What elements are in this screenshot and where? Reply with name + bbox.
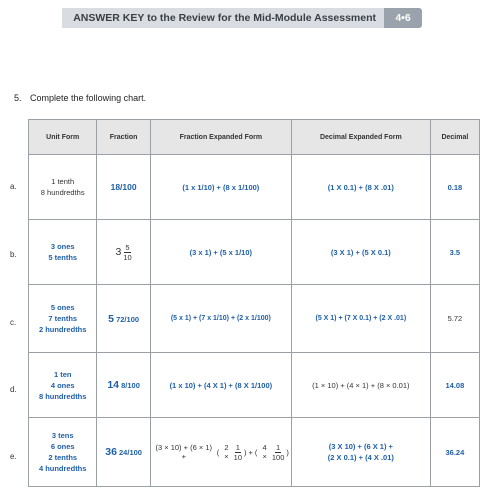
term-coefficient: 4 × bbox=[262, 443, 267, 461]
fraction-cell bbox=[97, 220, 150, 285]
fraction-expanded-cell: (1 x 10) + (4 X 1) + (8 X 1/100) bbox=[150, 353, 291, 418]
table-row bbox=[29, 353, 480, 418]
fraction-numerator: 5 bbox=[125, 242, 130, 252]
fraction-expanded-cell: (1 x 1/10) + (8 x 1/100) bbox=[150, 155, 291, 220]
fraction-expanded-cell: (5 x 1) + (7 x 1/10) + (2 x 1/100) bbox=[150, 285, 291, 353]
column-header: Unit Form bbox=[29, 120, 97, 155]
decimal-cell: 14.08 bbox=[430, 353, 479, 418]
fraction-expanded-cell: (3 x 1) + (5 x 1/10) bbox=[150, 220, 291, 285]
unit-form-line: 1 ten bbox=[53, 369, 72, 379]
header-row bbox=[29, 120, 480, 155]
decimal-expanded-cell: (1 X 0.1) + (8 X .01) bbox=[291, 155, 430, 220]
term-denominator: 10 bbox=[233, 452, 243, 462]
row-letter: a. bbox=[10, 182, 17, 191]
table-row bbox=[29, 418, 480, 487]
unit-form-cell bbox=[29, 285, 97, 353]
unit-form-cell bbox=[29, 220, 97, 285]
lesson-badge: 4•6 bbox=[384, 8, 422, 28]
question-text: Complete the following chart. bbox=[30, 93, 147, 103]
unit-form-cell bbox=[29, 155, 97, 220]
unit-form-line: 4 ones bbox=[50, 380, 75, 390]
fraction-whole: 36 bbox=[105, 446, 117, 458]
unit-form-line: 4 hundredths bbox=[38, 464, 87, 473]
unit-form-cell bbox=[29, 418, 97, 487]
unit-form-line: 5 ones bbox=[50, 303, 75, 312]
decimal-cell: 0.18 bbox=[430, 155, 479, 220]
fraction-expanded-prefix: (3 × 10) + (6 × 1) + bbox=[155, 443, 212, 461]
decimal-expanded-line: (3 X 10) + (6 X 1) + bbox=[328, 442, 393, 451]
column-header: Fraction Expanded Form bbox=[150, 120, 291, 155]
row-letter: e. bbox=[10, 452, 17, 461]
fraction-cell bbox=[97, 285, 150, 353]
column-header: Decimal bbox=[430, 120, 479, 155]
row-letter: b. bbox=[10, 250, 17, 259]
term-numerator: 1 bbox=[276, 442, 281, 452]
term-denominator: 100 bbox=[271, 452, 285, 462]
row-letter: c. bbox=[10, 318, 17, 327]
fraction-part: 24/100 bbox=[119, 448, 142, 457]
decimal-expanded-cell bbox=[291, 418, 430, 487]
unit-form-line: 5 tenths bbox=[48, 253, 78, 262]
unit-form-line: 8 hundredths bbox=[38, 391, 87, 401]
decimal-cell: 3.5 bbox=[430, 220, 479, 285]
fraction-cell bbox=[97, 353, 150, 418]
unit-form-line: 1 tenth bbox=[51, 177, 75, 186]
unit-form-line: 3 ones bbox=[50, 242, 75, 251]
unit-form-line: 6 ones bbox=[50, 442, 75, 451]
unit-form-line: 2 hundredths bbox=[38, 325, 87, 334]
unit-form-line: 3 tens bbox=[51, 431, 74, 440]
fraction-whole: 14 bbox=[107, 379, 119, 391]
unit-form-line: 2 tenths bbox=[48, 453, 78, 462]
decimal-cell: 5.72 bbox=[430, 285, 479, 353]
unit-form-line: 8 hundredths bbox=[40, 188, 85, 197]
fraction-denominator: 10 bbox=[123, 252, 132, 262]
fraction-whole: 5 bbox=[108, 312, 114, 325]
table-row bbox=[29, 155, 480, 220]
table-row bbox=[29, 285, 480, 353]
fraction-expanded-cell: (3 × 10) + (6 × 1) + ( 2 × $\frac{1}{10}$ ) + ( 4 × $\frac{1}{100}$ ) bbox=[150, 418, 291, 487]
unit-form-cell bbox=[29, 353, 97, 418]
column-header: Decimal Expanded Form bbox=[291, 120, 430, 155]
decimal-expanded-cell: (5 X 1) + (7 X 0.1) + (2 X .01) bbox=[291, 285, 430, 353]
term-coefficient: 2 × bbox=[224, 443, 229, 461]
fraction-cell: 18/100 bbox=[97, 155, 150, 220]
answer-chart bbox=[28, 119, 480, 487]
header-title: ANSWER KEY to the Review for the Mid-Module Assessment bbox=[73, 12, 376, 24]
question-number: 5. bbox=[14, 93, 22, 103]
row-letter: d. bbox=[10, 385, 17, 394]
decimal-expanded-line: (2 X 0.1) + (4 X .01) bbox=[327, 453, 394, 462]
unit-form-line: 7 tenths bbox=[48, 314, 78, 323]
fraction-part: 8/100 bbox=[121, 381, 140, 390]
decimal-cell: 36.24 bbox=[430, 418, 479, 487]
decimal-expanded-cell: (3 X 1) + (5 X 0.1) bbox=[291, 220, 430, 285]
decimal-expanded-cell: (1 × 10) + (4 × 1) + (8 × 0.01) bbox=[291, 353, 430, 418]
header-banner bbox=[62, 8, 422, 28]
table-row bbox=[29, 220, 480, 285]
fraction-whole: 3 bbox=[115, 246, 122, 258]
fraction-part: 72/100 bbox=[116, 314, 140, 324]
question-prompt bbox=[14, 93, 146, 103]
term-numerator: 1 bbox=[235, 442, 240, 452]
column-header: Fraction bbox=[97, 120, 150, 155]
plus-sign: + bbox=[248, 447, 253, 457]
fraction-cell bbox=[97, 418, 150, 487]
